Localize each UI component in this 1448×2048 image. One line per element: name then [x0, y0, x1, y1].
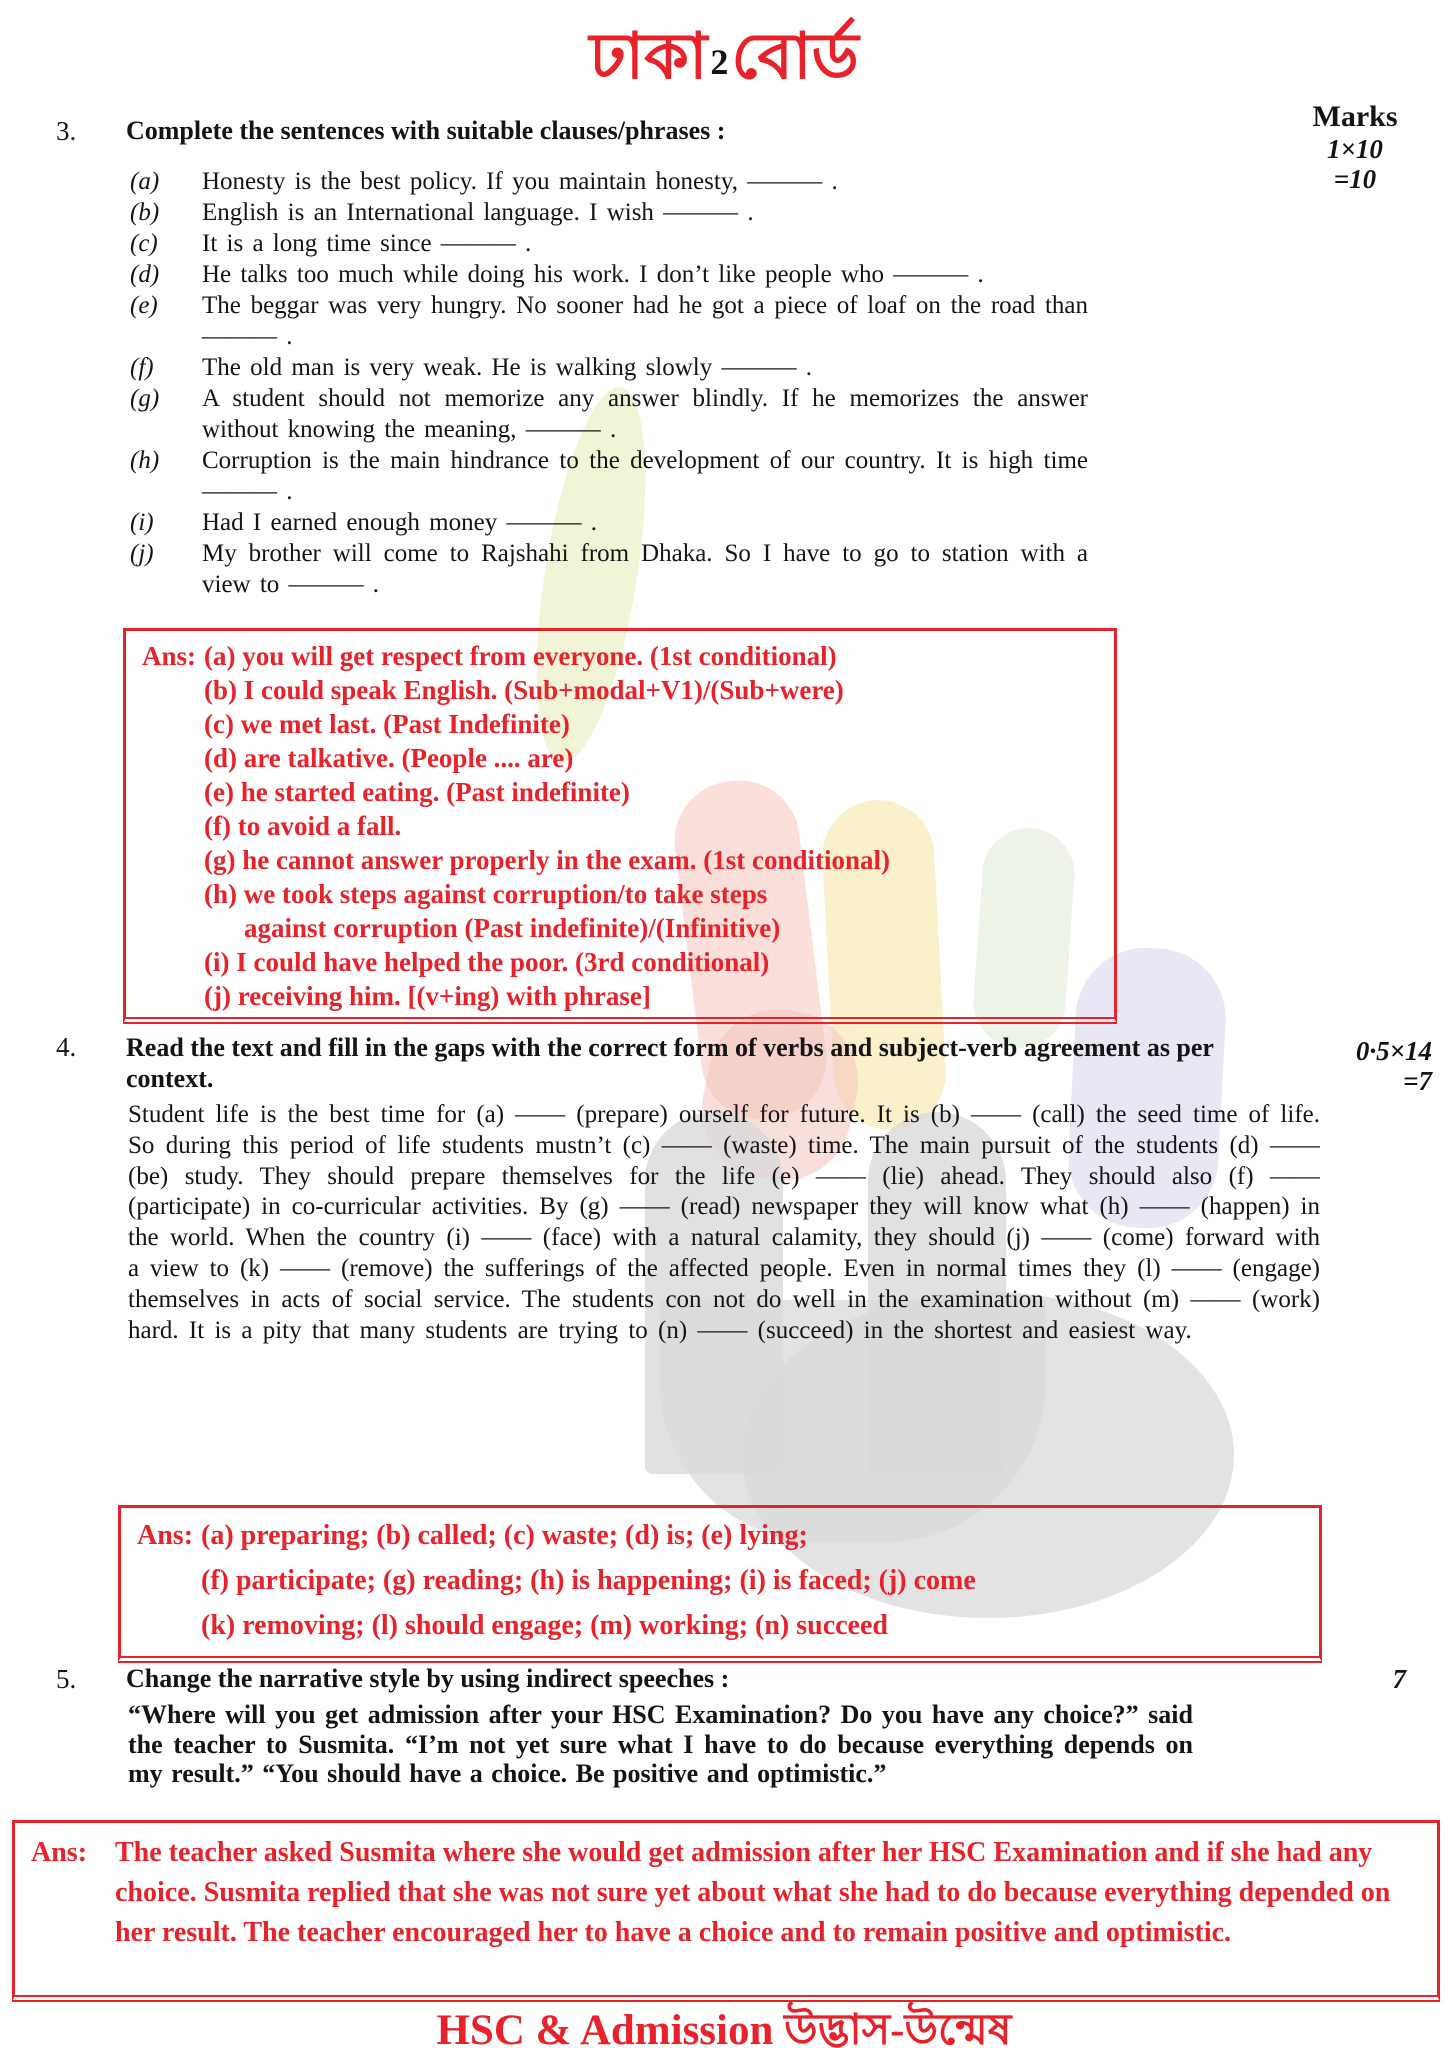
q3-ans-label: Ans:	[142, 641, 197, 671]
q5-ans-label: Ans:	[31, 1837, 88, 1868]
question-4-heading	[0, 1032, 1448, 1093]
q3-item-a-text: Honesty is the best policy. If you maintain honesty, ——— .	[202, 168, 838, 195]
q3-item-f-text: The old man is very weak. He is walking slowly ——— .	[202, 354, 812, 381]
board-title-part1: ঢাকা	[589, 21, 708, 92]
question-4-number: 4.	[56, 1032, 77, 1062]
footer-text-bengali: উদ্ভাস-উন্মেষ	[784, 2007, 1012, 2048]
q3-item-b-label: (b)	[130, 199, 160, 226]
q3-item-j-label: (j)	[130, 540, 154, 567]
q3-item-d-text: He talks too much while doing his work. I don’t like people who ——— .	[202, 261, 984, 288]
question-3-item-list	[130, 166, 1088, 630]
q3-ans-line: (i) I could have helped the poor. (3rd conditional)	[204, 947, 770, 977]
answer-box-q3	[123, 628, 1117, 1024]
answer-box-q4	[118, 1505, 1322, 1663]
board-title-separator: 2	[710, 42, 729, 82]
q3-item-e-label: (e)	[130, 292, 158, 319]
q3-item-f-label: (f)	[130, 354, 154, 381]
q3-item-g-text: A student should not memorize any answer blindly. If he memorizes the answer without knowing the meaning, ——— .	[202, 385, 1088, 443]
question-5-heading	[0, 1664, 1448, 1704]
q3-item-h	[130, 445, 1088, 507]
q3-ans-line: (b) I could speak English. (Sub+modal+V1)/(Sub+were)	[204, 675, 844, 705]
q3-item-g	[130, 383, 1088, 445]
q3-item-c-text: It is a long time since ——— .	[202, 230, 532, 257]
q3-item-f	[130, 352, 1088, 383]
q3-item-b-text: English is an International language. I wish ——— .	[202, 199, 754, 226]
q3-ans-line-continuation: against corruption (Past indefinite)/(Infinitive)	[244, 913, 781, 943]
question-4-marks	[1302, 1036, 1432, 1096]
q3-ans-line: (e) he started eating. (Past indefinite)	[204, 777, 630, 807]
q4-ans-line: (a) preparing; (b) called; (c) waste; (d) is; (e) lying;	[201, 1520, 808, 1551]
q5-ans-text: The teacher asked Susmita where she would get admission after her HSC Examination and if she had any choice. Susmita replied that she was not sure yet about what she had to do because everything depended on her result. The teacher encouraged her to have a choice and to remain positive and optimistic.	[115, 1837, 1391, 1948]
marks-label: Marks	[1312, 100, 1398, 133]
q3-item-g-label: (g)	[130, 385, 160, 412]
question-3-number: 3.	[56, 116, 77, 146]
marks-q3-total: =10	[1333, 163, 1377, 194]
q3-item-h-text: Corruption is the main hindrance to the development of our country. It is high time ——— .	[202, 447, 1088, 505]
q3-item-i-label: (i)	[130, 509, 154, 536]
q3-item-a	[130, 166, 1088, 197]
q3-ans-line: (h) we took steps against corruption/to take steps	[204, 879, 768, 909]
q3-item-i-text: Had I earned enough money ——— .	[202, 509, 597, 536]
question-3-heading	[0, 116, 1448, 156]
answer-box-q5	[12, 1820, 1440, 2002]
q3-ans-line: (a) you will get respect from everyone. (1st conditional)	[204, 641, 837, 671]
footer-text-english: HSC & Admission	[436, 2007, 774, 2048]
question-5-passage: “Where will you get admission after your HSC Examination? Do you have any choice?” said the teacher to Susmita. “I’m not yet sure what I have to do because everything depends on my result.” “You should have a choice. Be positive and optimistic.”	[128, 1700, 1193, 1788]
q3-item-b	[130, 197, 1088, 228]
q4-ans-lines	[201, 1513, 1309, 1648]
q3-item-c	[130, 228, 1088, 259]
board-title	[0, 18, 1448, 105]
question-3-title: Complete the sentences with suitable clauses/phrases :	[126, 116, 726, 145]
marks-q3-value: 1×10	[1327, 133, 1383, 164]
q4-ans-line: (f) participate; (g) reading; (h) is happening; (i) is faced; (j) come	[201, 1565, 976, 1596]
q3-ans-line: (g) he cannot answer properly in the exam. (1st conditional)	[204, 845, 890, 875]
q3-item-c-label: (c)	[130, 230, 158, 257]
q3-ans-line: (j) receiving him. [(v+ing) with phrase]	[204, 981, 651, 1011]
q4-ans-label: Ans:	[137, 1520, 194, 1551]
q4-marks-value: 0·5×14	[1355, 1036, 1432, 1066]
q3-item-h-label: (h)	[130, 447, 160, 474]
q3-ans-line: (c) we met last. (Past Indefinite)	[204, 709, 570, 739]
question-5-marks: 7	[1392, 1664, 1406, 1694]
q3-item-d-label: (d)	[130, 261, 160, 288]
q3-item-j-text: My brother will come to Rajshahi from Dhaka. So I have to go to station with a view to ——— .	[202, 540, 1088, 598]
question-4-passage: Student life is the best time for (a) —— (prepare) ourself for future. It is (b) —— (call) the seed time of life. So during this period of life students mustn’t (c) —— (waste) time. The main pursuit of the students (d) —— (be) study. They should prepare themselves for the life (e) —— (lie) ahead. They should also (f) —— (participate) in co-curricular activities. By (g) —— (read) newspaper they will know what (h) —— (happen) in the world. When the country (i) —— (face) with a natural calamity, they should (j) —— (come) forward with a view to (k) —— (remove) the sufferings of the affected people. Even in normal times they (l) —— (engage) themselves in acts of social service. The students con not do well in the examination without (m) —— (work) hard. It is a pity that many students are trying to (n) —— (succeed) in the shortest and easiest way.	[128, 1101, 1320, 1344]
board-title-part2: বোর্ড	[731, 21, 859, 92]
question-5-number: 5.	[56, 1664, 77, 1694]
q3-item-e	[130, 290, 1088, 352]
q4-ans-line: (k) removing; (l) should engage; (m) working; (n) succeed	[201, 1610, 888, 1641]
q3-ans-line: (d) are talkative. (People .... are)	[204, 743, 574, 773]
question-5-title: Change the narrative style by using indirect speeches :	[126, 1664, 730, 1693]
q3-item-j	[130, 538, 1088, 600]
q4-marks-total: =7	[1403, 1066, 1432, 1096]
question-4-title: Read the text and fill in the gaps with the correct form of verbs and subject-verb agreement as per context.	[126, 1033, 1214, 1093]
q3-ans-lines	[204, 639, 1104, 1013]
q3-item-a-label: (a)	[130, 168, 160, 195]
footer-banner	[0, 1998, 1448, 2048]
q3-ans-line: (f) to avoid a fall.	[204, 811, 402, 841]
q3-item-i	[130, 507, 1088, 538]
q3-item-e-text: The beggar was very hungry. No sooner had he got a piece of loaf on the road than ——— .	[202, 292, 1088, 350]
q3-item-d	[130, 259, 1088, 290]
